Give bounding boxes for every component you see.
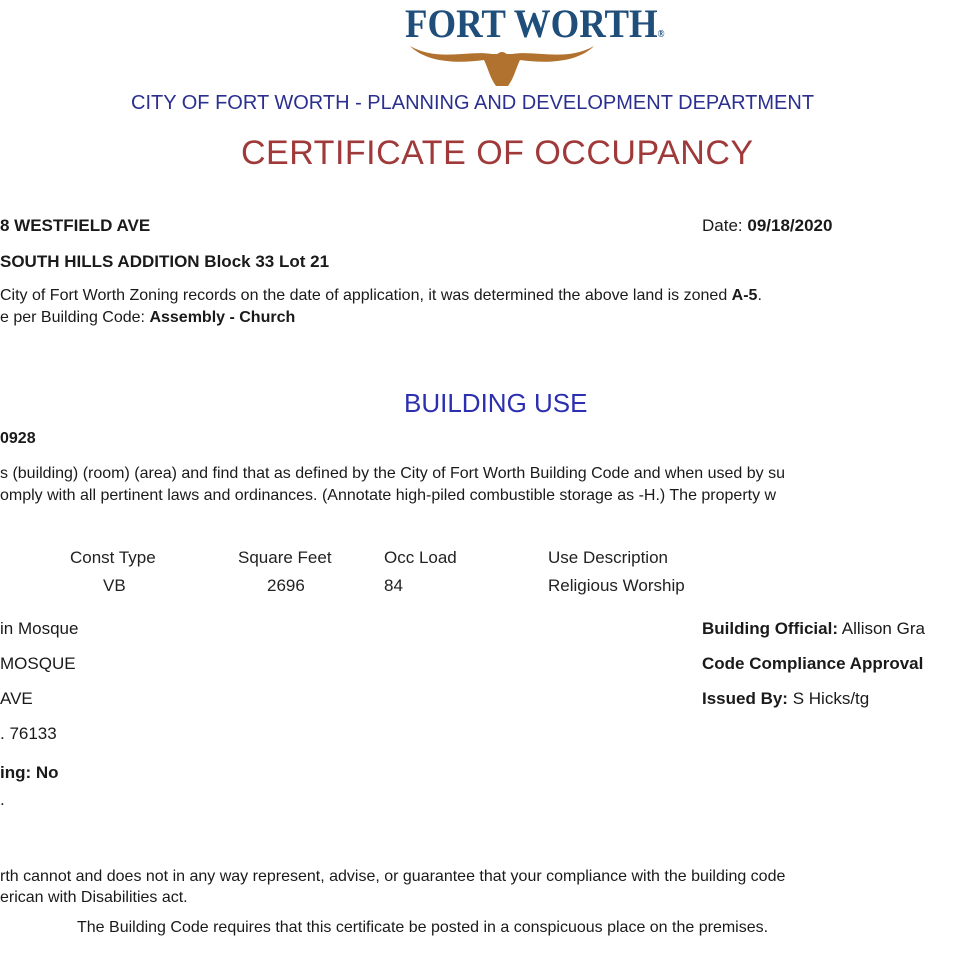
building-use-heading: BUILDING USE	[404, 388, 588, 418]
date-value: 09/18/2020	[747, 216, 833, 235]
registered-mark: ®	[657, 29, 665, 40]
table-cell-square-feet: 2696	[267, 576, 305, 595]
issued-by-value: S Hicks/tg	[792, 689, 870, 708]
zoning-statement	[0, 287, 762, 305]
table-header-occ-load: Occ Load	[384, 548, 457, 567]
table-header-const-type: Const Type	[70, 548, 156, 567]
building-official	[702, 619, 925, 639]
zoning-text: City of Fort Worth Zoning records on the date of application, it was determined the above land is zoned	[0, 287, 732, 304]
table-header-use-description: Use Description	[548, 548, 668, 567]
owner-flag-label: ing:	[0, 763, 32, 782]
owner-street: AVE	[0, 689, 33, 708]
owner-business: MOSQUE	[0, 654, 76, 673]
building-code-classification	[0, 309, 295, 327]
property-address: 8 WESTFIELD AVE	[0, 216, 151, 235]
owner-flag	[0, 763, 59, 783]
table-cell-use-description: Religious Worship	[548, 576, 685, 595]
table-cell-const-type: VB	[103, 576, 126, 595]
code-value: Assembly - Church	[149, 309, 296, 326]
issued-by-label: Issued By:	[702, 689, 788, 708]
certificate-title: CERTIFICATE OF OCCUPANCY	[241, 134, 754, 172]
code-label: e per Building Code:	[0, 309, 150, 326]
owner-name: in Mosque	[0, 619, 79, 638]
longhorn-icon	[408, 38, 596, 90]
zoning-value: A-5	[731, 287, 758, 304]
legal-description: SOUTH HILLS ADDITION Block 33 Lot 21	[0, 252, 330, 271]
table-header-square-feet: Square Feet	[238, 548, 332, 567]
building-official-label: Building Official:	[702, 619, 838, 638]
date-label: Date:	[702, 216, 743, 235]
disclaimer-line1: rth cannot and does not in any way represent, advise, or guarantee that your compliance with the building code	[0, 868, 786, 885]
issue-date	[702, 216, 832, 236]
department-name: CITY OF FORT WORTH - PLANNING AND DEVELOPMENT DEPARTMENT	[131, 92, 815, 114]
building-use-statement-line1: s (building) (room) (area) and find that as defined by the City of Fort Worth Building Code and when used by su	[0, 465, 786, 482]
owner-extra-mark: .	[0, 790, 5, 809]
owner-zip: . 76133	[0, 724, 57, 743]
owner-flag-value: No	[35, 763, 59, 782]
logo-word-first: FORT	[405, 1, 506, 46]
posting-notice: The Building Code requires that this certificate be posted in a conspicuous place on the premises.	[77, 919, 769, 936]
permit-number: 0928	[0, 430, 36, 447]
disclaimer-line2: erican with Disabilities act.	[0, 889, 188, 906]
zoning-end: .	[757, 287, 762, 304]
building-official-value: Allison Gra	[841, 619, 925, 638]
building-use-statement-line2: omply with all pertinent laws and ordinances. (Annotate high-piled combustible storage as -H.) The property w	[0, 487, 777, 504]
table-cell-occ-load: 84	[384, 576, 403, 595]
logo-word-second: WORTH	[513, 1, 658, 46]
code-compliance-approval-label: Code Compliance Approval	[702, 654, 924, 673]
issued-by	[702, 689, 869, 709]
